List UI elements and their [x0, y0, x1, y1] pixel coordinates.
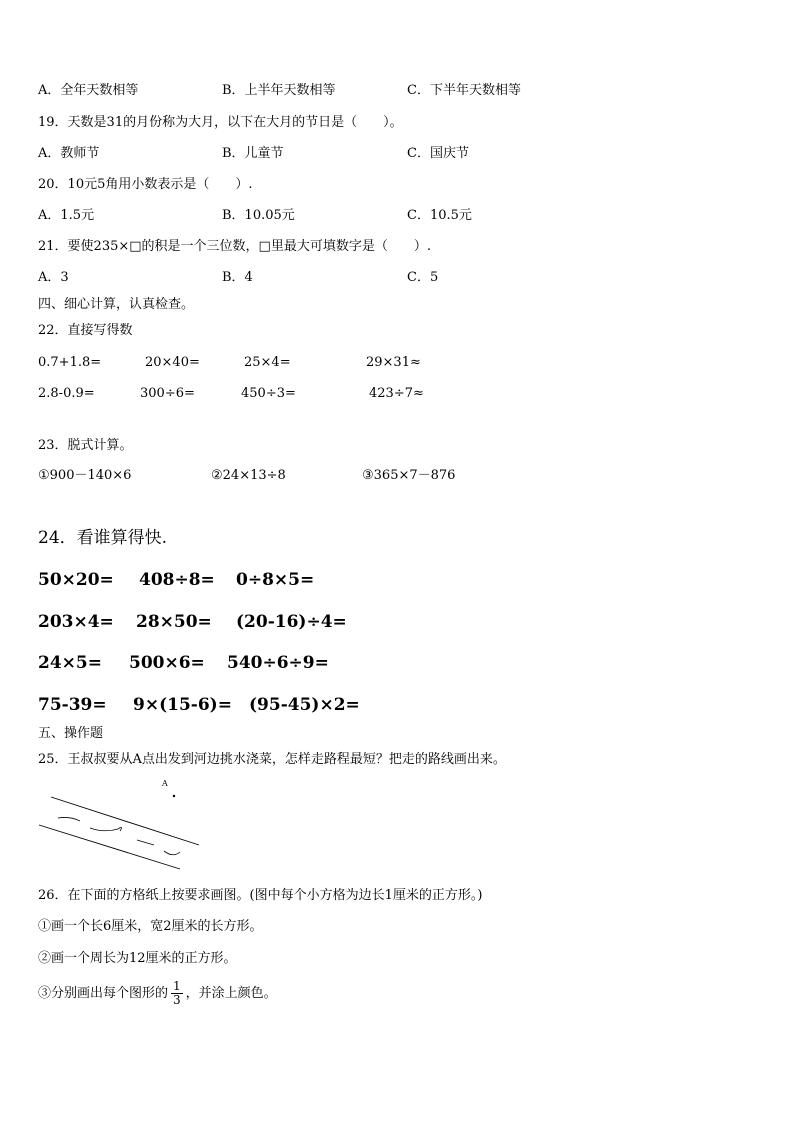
- q18-option-c: C．下半年天数相等: [407, 83, 521, 98]
- q22-item: 450÷3=: [241, 386, 296, 401]
- q26-item-3-before: ③分别画出每个图形的: [38, 986, 169, 1001]
- q22-item: 25×4=: [244, 355, 291, 370]
- q20-option-c: C．10.5元: [407, 208, 472, 223]
- q23-item-1: ①900－140×6: [38, 468, 132, 483]
- river-diagram: [30, 788, 210, 880]
- river-wave: [137, 840, 154, 845]
- q25-question: 25．王叔叔要从A点出发到河边挑水浇菜，怎样走路程最短？把走的路线画出来。: [38, 752, 506, 767]
- q20-question: 20．10元5角用小数表示是（ ）.: [38, 177, 253, 192]
- q22-item: 300÷6=: [140, 386, 195, 401]
- q21-question: 21．要使235×□的积是一个三位数，□里最大可填数字是（ ）.: [38, 239, 431, 254]
- q22-item: 20×40=: [145, 355, 200, 370]
- q24-item: 50×20=: [38, 570, 114, 590]
- q22-item: 423÷7≈: [369, 386, 424, 401]
- q24-title: 24．看谁算得快.: [38, 528, 168, 548]
- point-a-label: A: [162, 779, 168, 788]
- point-a-dot: [173, 795, 175, 797]
- q24-item: 500×6=: [129, 653, 205, 673]
- q19-option-b: B．儿童节: [222, 146, 284, 161]
- river-wave: [164, 851, 180, 855]
- q22-item: 2.8-0.9=: [38, 386, 95, 401]
- fraction-denominator: 3: [173, 993, 181, 1007]
- q18-option-b: B．上半年天数相等: [222, 83, 336, 98]
- q24-item: 28×50=: [136, 612, 212, 632]
- q24-item: 75-39=: [38, 695, 107, 715]
- section-4-title: 四、细心计算，认真检查。: [38, 297, 195, 312]
- q24-item: 0÷8×5=: [236, 570, 315, 590]
- river-wave: [90, 827, 122, 831]
- river-wave: [58, 817, 80, 821]
- q20-option-b: B．10.05元: [222, 208, 295, 223]
- q26-item-3: [38, 980, 277, 1008]
- q23-item-3: ③365×7－876: [362, 468, 456, 483]
- q19-question: 19．天数是31的月份称为大月，以下在大月的节日是（ ）。: [38, 115, 403, 130]
- one-third-fraction: [171, 980, 183, 1007]
- q26-question: 26．在下面的方格纸上按要求画图。(图中每个小方格为边长1厘米的正方形。): [38, 888, 483, 903]
- q18-option-a: A．全年天数相等: [38, 83, 139, 98]
- q21-option-c: C．5: [407, 270, 439, 285]
- q20-option-a: A．1.5元: [38, 208, 95, 223]
- q26-item-3-after: ，并涂上颜色。: [185, 986, 277, 1001]
- fraction-numerator: 1: [173, 979, 181, 993]
- q26-item-1: ①画一个长6厘米，宽2厘米的长方形。: [38, 919, 263, 934]
- q24-item: 9×(15-6)=: [133, 695, 232, 715]
- q19-option-a: A．教师节: [38, 146, 100, 161]
- q26-item-2: ②画一个周长为12厘米的正方形。: [38, 951, 237, 966]
- q23-item-2: ②24×13÷8: [211, 468, 286, 483]
- q24-item: 203×4=: [38, 612, 114, 632]
- q21-option-a: A．3: [38, 270, 69, 285]
- q24-item: 540÷6÷9=: [227, 653, 329, 673]
- q24-item: 24×5=: [38, 653, 102, 673]
- q23-title: 23．脱式计算。: [38, 438, 133, 453]
- q21-option-b: B．4: [222, 270, 253, 285]
- q22-item: 29×31≈: [366, 355, 421, 370]
- river-bank-upper: [51, 797, 199, 845]
- section-5-title: 五、操作题: [38, 726, 104, 741]
- q24-item: 408÷8=: [139, 570, 215, 590]
- q22-title: 22．直接写得数: [38, 323, 133, 338]
- q19-option-c: C．国庆节: [407, 146, 469, 161]
- q24-item: (20-16)÷4=: [236, 612, 347, 632]
- q22-item: 0.7+1.8=: [38, 355, 102, 370]
- q24-item: (95-45)×2=: [249, 695, 360, 715]
